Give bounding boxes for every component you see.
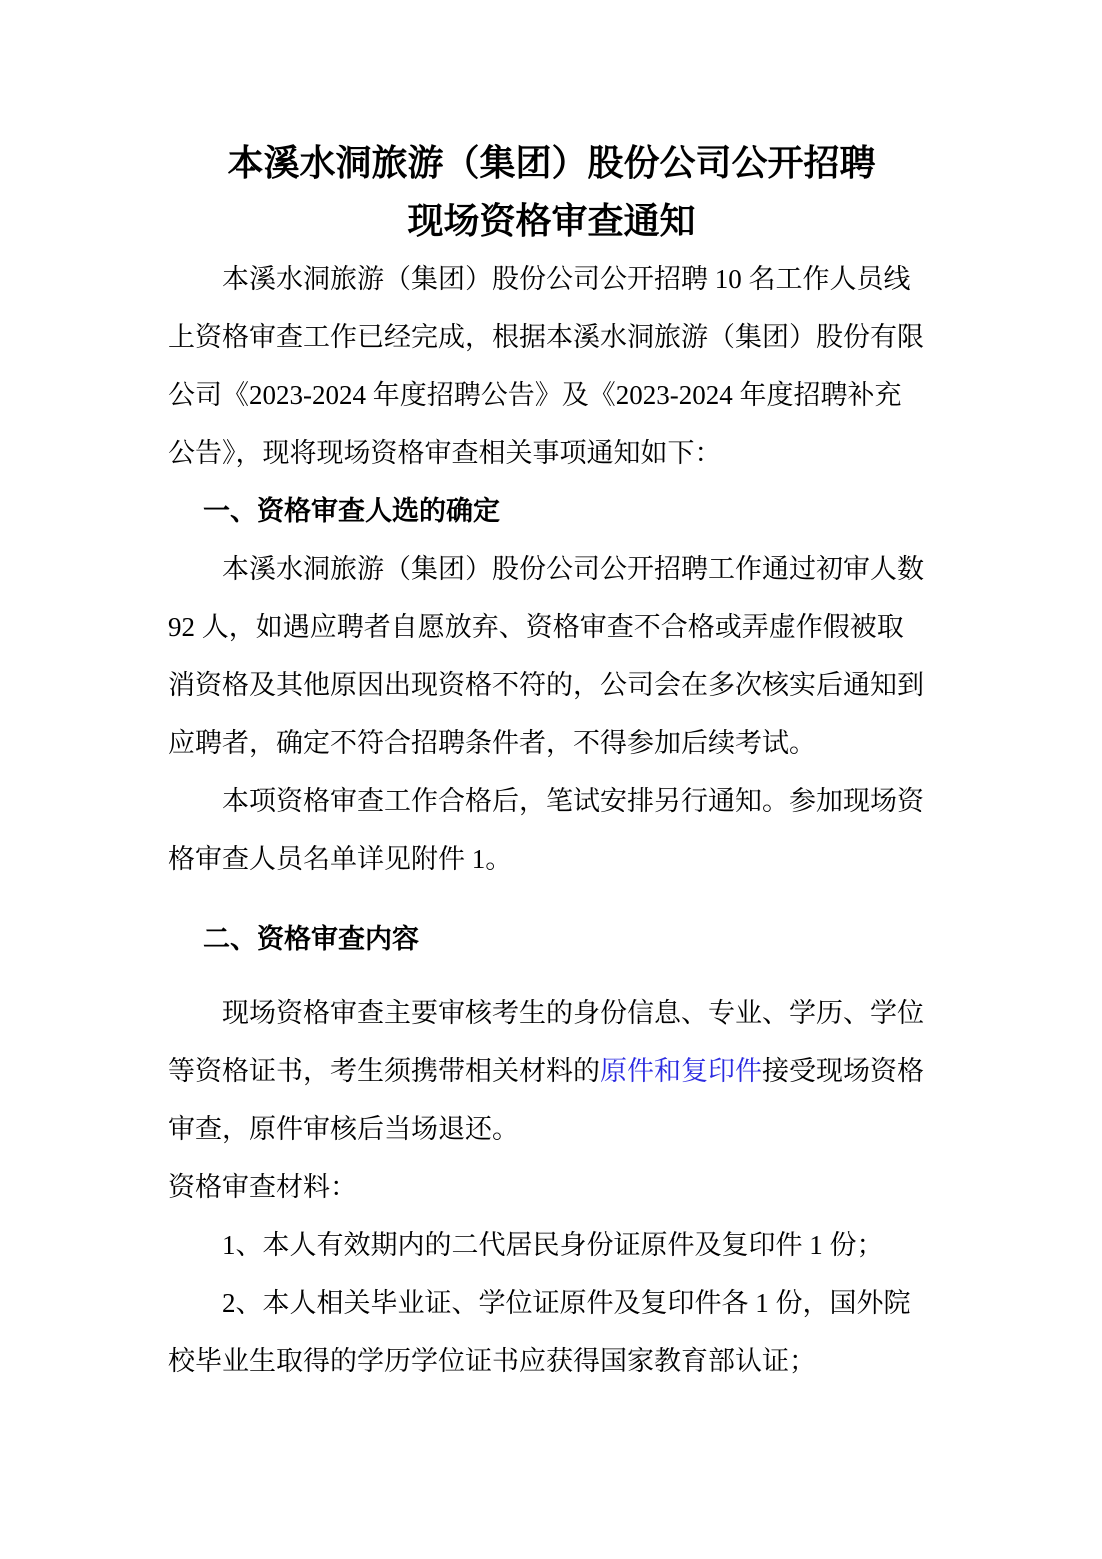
qualification-content-line: [168, 1042, 935, 1100]
intro-line: 公司《2023-2024 年度招聘公告》及《2023-2024 年度招聘补充: [168, 380, 902, 410]
qualification-content-line: 现场资格审查主要审核考生的身份信息、专业、学历、学位: [222, 998, 924, 1028]
title-line-1: 本溪水洞旅游（集团）股份公司公开招聘: [227, 142, 876, 183]
material-item-1: [168, 1216, 935, 1274]
material-item-1-line: 1、本人有效期内的二代居民身份证原件及复印件 1 份；: [222, 1230, 884, 1260]
intro-line: 本溪水洞旅游（集团）股份公司公开招聘 10 名工作人员线: [222, 264, 911, 294]
section-1-para-2-line: 本项资格审查工作合格后，笔试安排另行通知。参加现场资: [222, 786, 924, 816]
material-item-2-line: 校毕业生取得的学历学位证书应获得国家教育部认证；: [168, 1346, 816, 1376]
intro-line: 公告》，现将现场资格审查相关事项通知如下：: [168, 438, 722, 468]
section-1-para-1-line: 消资格及其他原因出现资格不符的，公司会在多次核实后通知到: [168, 670, 924, 700]
section-1-para-2-line: 格审查人员名单详见附件 1。: [168, 844, 513, 874]
material-item-2: [168, 1274, 935, 1390]
materials-label: 资格审查材料：: [168, 1172, 357, 1202]
section-1-para-1-line: 本溪水洞旅游（集团）股份公司公开招聘工作通过初审人数: [222, 554, 924, 584]
intro-line: 上资格审查工作已经完成，根据本溪水洞旅游（集团）股份有限: [168, 322, 924, 352]
section-1-para-1-line: 应聘者，确定不符合招聘条件者，不得参加后续考试。: [168, 728, 816, 758]
original-and-copy-link[interactable]: 原件和复印件: [600, 1056, 762, 1086]
section-1-para-1: [168, 540, 935, 772]
doc-title: [168, 134, 935, 250]
link-suffix-text: 接受现场资格: [762, 1056, 924, 1086]
intro-paragraph: [168, 250, 935, 482]
link-prefix-text: 等资格证书，考生须携带相关材料的: [168, 1056, 600, 1086]
material-item-2-line: 2、本人相关毕业证、学位证原件及复印件各 1 份，国外院: [222, 1288, 911, 1318]
section-1-para-2: [168, 772, 935, 888]
section-1-heading: 一、资格审查人选的确定: [203, 496, 500, 526]
qualification-content-paragraph: [168, 984, 935, 1158]
section-2-heading: 二、资格审查内容: [203, 924, 419, 954]
section-1-para-1-line: 92 人，如遇应聘者自愿放弃、资格审查不合格或弄虚作假被取: [168, 612, 904, 642]
title-line-2: 现场资格审查通知: [407, 200, 696, 241]
qualification-content-line: 审查，原件审核后当场退还。: [168, 1114, 519, 1144]
